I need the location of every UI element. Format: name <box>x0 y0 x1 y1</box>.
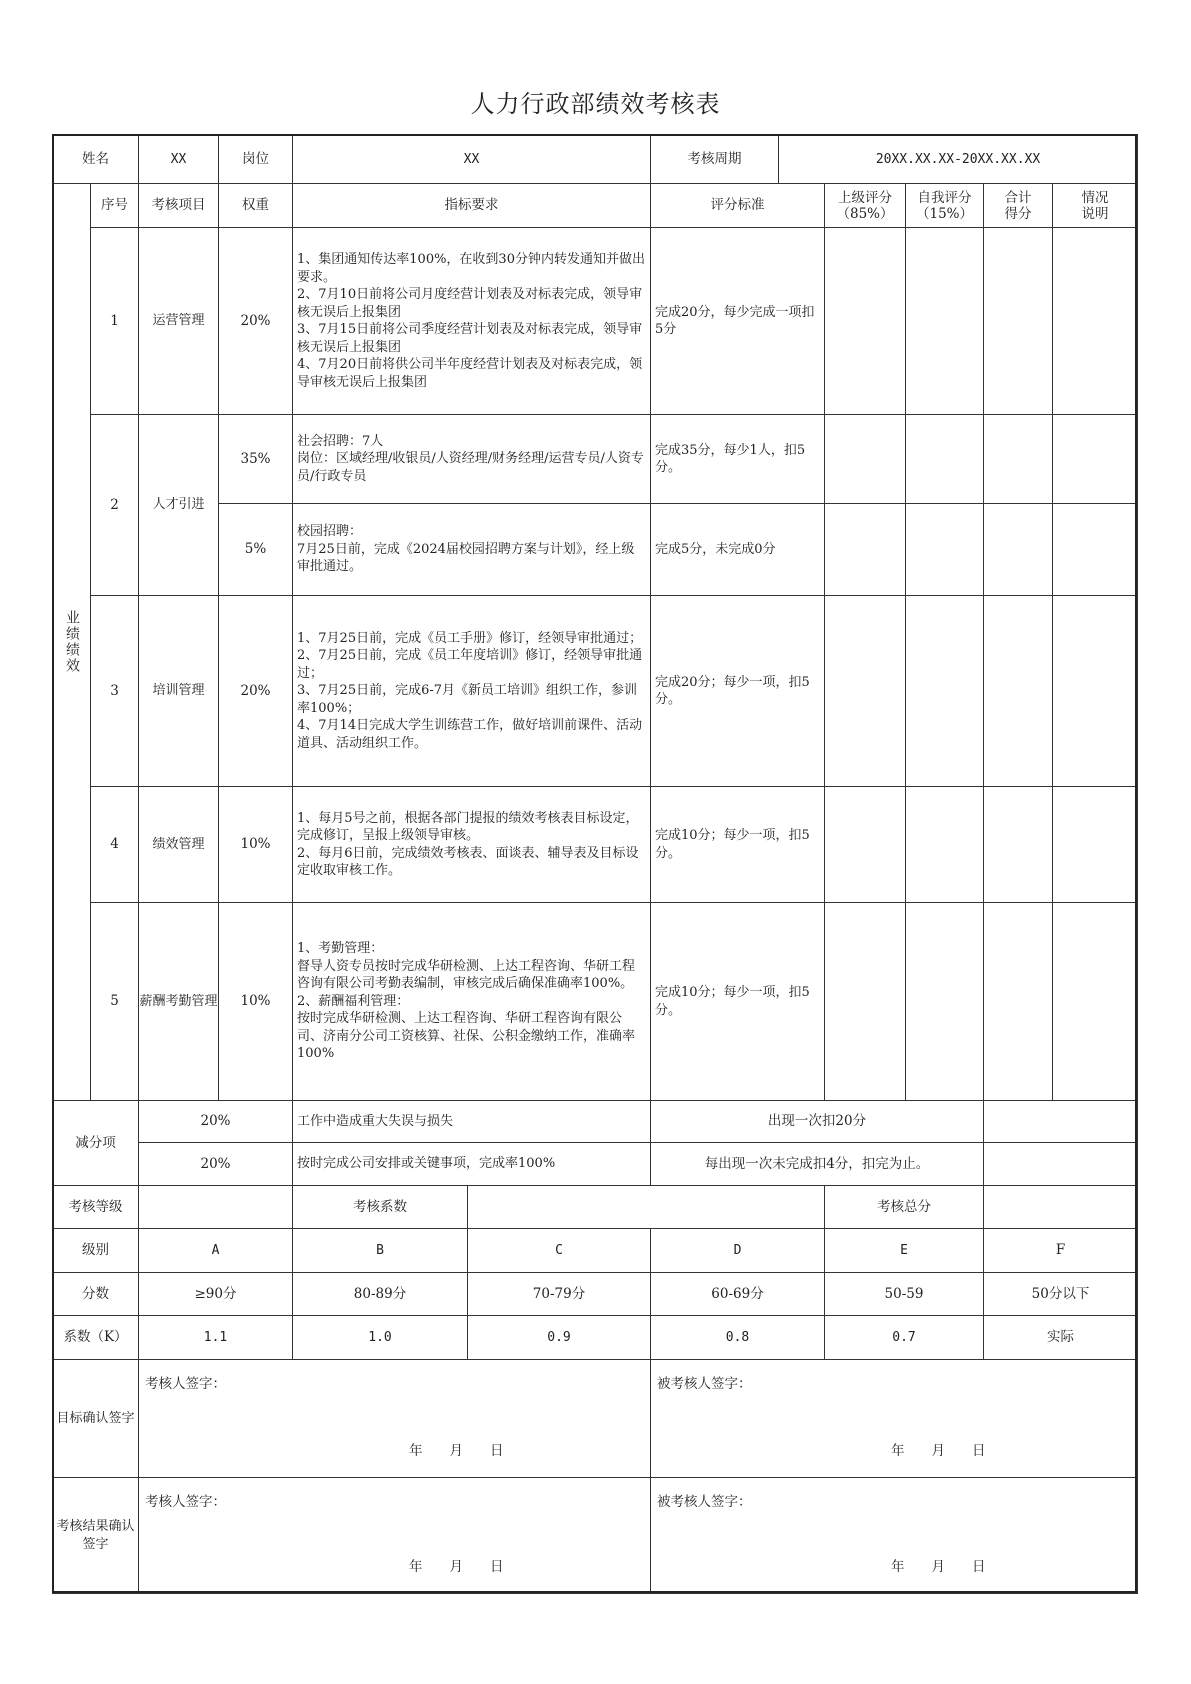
row-no <box>90 786 139 903</box>
row-no <box>90 414 139 596</box>
row-no-text: 4 <box>110 836 119 852</box>
row-item <box>138 786 219 903</box>
deduction-desc-text: 工作中造成重大失误与损失 <box>297 1113 454 1129</box>
score-value <box>467 1272 651 1316</box>
level-value-text: D <box>733 1243 742 1258</box>
assessor-signature-label: 考核人签字： <box>145 1376 226 1392</box>
grade-value[interactable] <box>138 1185 293 1229</box>
score-value-text: 80-89分 <box>353 1285 407 1302</box>
row-standard-text: 完成10分；每少一项，扣5分。 <box>655 828 810 861</box>
level-value <box>467 1228 651 1273</box>
row-total-score[interactable] <box>983 595 1053 787</box>
row-note[interactable] <box>1052 595 1138 787</box>
row-superior-score[interactable] <box>824 503 906 596</box>
coef-label-text: 考核系数 <box>353 1198 407 1215</box>
signature-date: 年 月 日 <box>891 1559 986 1575</box>
score-value <box>824 1272 984 1316</box>
row-item <box>138 227 219 415</box>
row-no-text: 2 <box>110 496 119 513</box>
col-no-text: 序号 <box>101 197 128 213</box>
coef-value[interactable] <box>467 1185 825 1229</box>
col-weight-text: 权重 <box>242 197 269 213</box>
score-value <box>983 1272 1138 1316</box>
col-total-score-line-2: 得分 <box>1004 205 1032 222</box>
k-value-text: 实际 <box>1047 1329 1074 1345</box>
col-self-score <box>905 183 984 228</box>
row-requirement-text: 1、每月5号之前，根据各部门提报的绩效考核表目标设定，完成修订，呈报上级领导审核。 2、每月6日前，完成绩效考核表、面谈表、辅导表及目标设定收取审核工作。 <box>297 810 639 878</box>
row-standard <box>650 786 825 903</box>
signature-date: 年 月 日 <box>409 1443 504 1459</box>
row-weight-text: 5% <box>244 541 267 557</box>
row-requirement-text: 1、集团通知传达率100%，在收到30分钟内转发通知并做出要求。 2、7月10日前将公司月度经营计划表及对标表完成，领导审核无误后上报集团 3、7月15日前将公司季度经营计划表及对标表完成，领导审核无误后上报集团 4、7月20日前将供公司半年度经营计划表及对标表完成，领导审核无误后上报集团 <box>297 252 645 390</box>
name-label <box>52 134 139 184</box>
page-title: 人力行政部绩效考核表 <box>470 90 721 118</box>
total-label <box>824 1185 984 1229</box>
row-requirement-text: 1、7月25日前，完成《员工手册》修订，经领导审批通过； 2、7月25日前，完成《员工年度培训》修订，经领导审批通过； 3、7月25日前，完成6-7月《新员工培训》组织工作，参训率100%； 4、7月14日完成大学生训练营工作，做好培训前课件、活动道具、活动组织工作。 <box>297 630 643 751</box>
k-value <box>650 1315 825 1360</box>
score-value-text: 50-59 <box>884 1285 924 1302</box>
deduction-desc-text: 按时完成公司安排或关键事项，完成率100% <box>297 1156 556 1172</box>
deduction-score[interactable] <box>983 1100 1138 1143</box>
grade-label-text: 考核等级 <box>68 1198 123 1215</box>
section-label-text: 业绩绩效 <box>64 610 80 674</box>
row-superior-score[interactable] <box>824 595 906 787</box>
col-superior-score-line-2: （85%） <box>836 205 894 222</box>
k-value <box>824 1315 984 1360</box>
row-weight-text: 35% <box>240 450 271 467</box>
col-weight <box>218 183 293 228</box>
signature-row-label <box>52 1359 139 1478</box>
row-standard-text: 完成35分，每少1人，扣5分。 <box>655 442 806 475</box>
col-superior-score-line-1: 上级评分 <box>838 189 892 206</box>
col-total-score-line-1: 合计 <box>1004 189 1032 206</box>
row-total-score[interactable] <box>983 227 1053 415</box>
period-value-text: 20XX.XX.XX-20XX.XX.XX <box>875 151 1041 167</box>
col-no <box>90 183 139 228</box>
score-value-text: 70-79分 <box>532 1285 586 1302</box>
deduction-desc <box>292 1100 651 1143</box>
deduction-score[interactable] <box>983 1142 1138 1186</box>
score-value-text: ≥90分 <box>194 1285 237 1302</box>
score-value-text: 60-69分 <box>711 1285 764 1302</box>
col-requirement <box>292 183 651 228</box>
level-label-text: 级别 <box>82 1242 109 1258</box>
row-item-text: 人才引进 <box>152 497 205 513</box>
row-standard-text: 完成10分；每少一项，扣5分。 <box>655 985 810 1018</box>
col-item <box>138 183 219 228</box>
score-value <box>650 1272 825 1316</box>
row-self-score[interactable] <box>905 902 984 1101</box>
row-total-score[interactable] <box>983 902 1053 1101</box>
row-requirement-text: 社会招聘：7人 岗位：区域经理/收银员/人资经理/财务经理/运营专员/人资专员/行政专员 <box>297 433 644 484</box>
deduction-weight <box>138 1142 293 1186</box>
assessee-signature-label: 被考核人签字： <box>657 1376 752 1392</box>
signature-row-label-text: 考核结果确认签字 <box>56 1519 135 1552</box>
period-label <box>650 134 779 184</box>
level-value-text: B <box>376 1243 384 1258</box>
row-no <box>90 902 139 1101</box>
row-superior-score[interactable] <box>824 414 906 504</box>
assessee-signature-box[interactable] <box>650 1477 1138 1594</box>
row-weight <box>218 902 293 1101</box>
row-requirement <box>292 227 651 415</box>
coef-label <box>292 1185 468 1229</box>
row-requirement <box>292 414 651 504</box>
row-note[interactable] <box>1052 414 1138 504</box>
k-value-text: 0.7 <box>892 1330 916 1345</box>
deduction-rule <box>650 1142 984 1186</box>
row-item-text: 绩效管理 <box>152 836 205 852</box>
col-note-line-1: 情况 <box>1081 189 1109 206</box>
score-value-text: 50分以下 <box>1031 1285 1090 1302</box>
k-value-text: 0.9 <box>547 1330 571 1345</box>
grade-label <box>52 1185 139 1229</box>
score-value <box>138 1272 293 1316</box>
row-requirement-text: 校园招聘： 7月25日前，完成《2024届校园招聘方案与计划》，经上级审批通过。 <box>297 524 635 575</box>
row-note[interactable] <box>1052 786 1138 903</box>
row-no-text: 5 <box>110 993 119 1009</box>
name-value-text: XX <box>170 151 187 167</box>
k-value-text: 0.8 <box>725 1330 750 1345</box>
level-value <box>292 1228 468 1273</box>
deduction-label-text: 减分项 <box>75 1134 116 1151</box>
row-weight-text: 20% <box>240 312 271 329</box>
row-weight-text: 10% <box>240 993 271 1009</box>
row-standard <box>650 227 825 415</box>
row-standard-text: 完成5分，未完成0分 <box>655 541 776 557</box>
name-label-text: 姓名 <box>82 150 109 167</box>
row-no <box>90 595 139 787</box>
col-note <box>1052 183 1138 228</box>
row-superior-score[interactable] <box>824 786 906 903</box>
post-value[interactable] <box>292 134 651 184</box>
level-value-text: F <box>1055 1242 1066 1258</box>
row-total-score[interactable] <box>983 503 1053 596</box>
col-standard <box>650 183 825 228</box>
col-requirement-text: 指标要求 <box>444 197 499 213</box>
k-value <box>292 1315 468 1360</box>
period-label-text: 考核周期 <box>687 150 742 167</box>
col-self-score-line-2: （15%） <box>915 205 973 222</box>
level-value-text: A <box>211 1243 220 1258</box>
deduction-weight <box>138 1100 293 1143</box>
row-note[interactable] <box>1052 227 1138 415</box>
row-self-score[interactable] <box>905 786 984 903</box>
signature-date: 年 月 日 <box>891 1443 986 1459</box>
row-standard <box>650 902 825 1101</box>
deduction-rule <box>650 1100 984 1143</box>
assessor-signature-label: 考核人签字： <box>145 1494 226 1510</box>
row-note[interactable] <box>1052 902 1138 1101</box>
k-value <box>138 1315 293 1360</box>
level-value <box>650 1228 825 1273</box>
level-value <box>824 1228 984 1273</box>
row-self-score[interactable] <box>905 227 984 415</box>
col-note-line-2: 说明 <box>1081 205 1109 222</box>
col-superior-score <box>824 183 906 228</box>
total-label-text: 考核总分 <box>877 1198 931 1215</box>
signature-date: 年 月 日 <box>409 1559 504 1575</box>
row-weight-text: 20% <box>240 682 271 699</box>
row-item-text: 培训管理 <box>152 683 205 699</box>
signature-row-label-text: 目标确认签字 <box>56 1410 135 1426</box>
row-weight <box>218 227 293 415</box>
period-value[interactable] <box>778 134 1138 184</box>
col-standard-text: 评分标准 <box>710 197 765 213</box>
name-value[interactable] <box>138 134 219 184</box>
row-requirement <box>292 595 651 787</box>
col-total-score <box>983 183 1053 228</box>
k-value <box>983 1315 1138 1360</box>
k-label-text: 系数（K） <box>63 1329 128 1345</box>
deduction-weight-text: 20% <box>200 1113 231 1129</box>
row-requirement <box>292 503 651 596</box>
row-requirement <box>292 786 651 903</box>
assessor-signature-box[interactable] <box>138 1477 651 1594</box>
row-no-text: 3 <box>110 682 119 699</box>
row-total-score[interactable] <box>983 786 1053 903</box>
assessor-signature-box[interactable] <box>138 1359 651 1478</box>
row-weight-text: 10% <box>240 836 271 852</box>
post-label-text: 岗位 <box>242 150 269 167</box>
row-standard <box>650 414 825 504</box>
row-standard <box>650 595 825 787</box>
post-label <box>218 134 293 184</box>
row-item <box>138 595 219 787</box>
k-label <box>52 1315 139 1360</box>
row-item-text: 运营管理 <box>152 313 205 329</box>
row-superior-score[interactable] <box>824 227 906 415</box>
deduction-label <box>52 1100 139 1186</box>
k-value-text: 1.0 <box>368 1330 392 1345</box>
level-value-text: C <box>555 1243 563 1258</box>
k-value <box>467 1315 651 1360</box>
row-requirement <box>292 902 651 1101</box>
row-weight <box>218 595 293 787</box>
col-item-text: 考核项目 <box>151 197 206 213</box>
score-label-text: 分数 <box>82 1285 109 1302</box>
row-self-score[interactable] <box>905 503 984 596</box>
row-note[interactable] <box>1052 503 1138 596</box>
level-value <box>983 1228 1138 1273</box>
deduction-rule-text: 出现一次扣20分 <box>767 1113 867 1129</box>
row-self-score[interactable] <box>905 595 984 787</box>
col-self-score-line-1: 自我评分 <box>917 189 972 206</box>
signature-row-label <box>52 1477 139 1594</box>
row-standard <box>650 503 825 596</box>
row-superior-score[interactable] <box>824 902 906 1101</box>
row-no <box>90 227 139 415</box>
row-item-text: 薪酬考勤管理 <box>139 993 218 1009</box>
level-label <box>52 1228 139 1273</box>
level-value-text: E <box>900 1243 908 1258</box>
post-value-text: XX <box>463 151 480 167</box>
row-no-text: 1 <box>110 312 119 329</box>
row-weight <box>218 503 293 596</box>
deduction-weight-text: 20% <box>200 1155 231 1172</box>
row-item <box>138 414 219 596</box>
row-self-score[interactable] <box>905 414 984 504</box>
deduction-rule-text: 每出现一次未完成扣4分，扣完为止。 <box>704 1155 930 1172</box>
score-label <box>52 1272 139 1316</box>
section-label <box>52 183 91 1101</box>
row-requirement-text: 1、考勤管理： 督导人资专员按时完成华研检测、上达工程咨询、华研工程咨询有限公司考勤表编制，审核完成后确保准确率100%。 2、薪酬福利管理： 按时完成华研检测、上达工程咨询、华研工程咨询有限公司、济南分公司工资核算、社保、公积金缴纳工作，准确率100% <box>297 941 636 1062</box>
assessee-signature-box[interactable] <box>650 1359 1138 1478</box>
score-value <box>292 1272 468 1316</box>
total-value[interactable] <box>983 1185 1138 1229</box>
row-total-score[interactable] <box>983 414 1053 504</box>
level-value <box>138 1228 293 1273</box>
assessee-signature-label: 被考核人签字： <box>657 1494 752 1510</box>
k-value-text: 1.1 <box>203 1330 228 1345</box>
row-weight <box>218 786 293 903</box>
row-item <box>138 902 219 1101</box>
deduction-desc <box>292 1142 651 1186</box>
row-weight <box>218 414 293 504</box>
row-standard-text: 完成20分；每少一项，扣5分。 <box>655 674 810 707</box>
row-standard-text: 完成20分，每少完成一项扣5分 <box>655 304 815 337</box>
